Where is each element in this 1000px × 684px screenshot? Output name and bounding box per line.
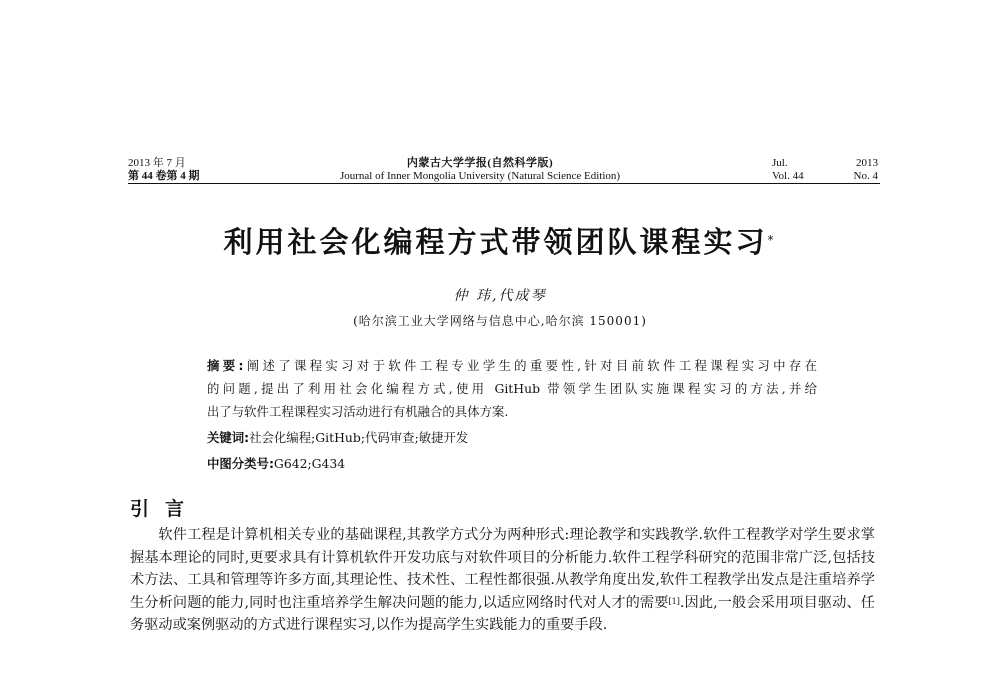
header-date: 2013 年 7 月 — [128, 157, 186, 169]
body-text — [130, 524, 875, 637]
journal-name-cn: 内蒙古大学学报(自然科学版) — [406, 157, 554, 169]
abstract-text-3: 出了与软件工程课程实习活动进行有机融合的具体方案. — [207, 404, 509, 419]
authors: 仲 玮,代成琴 — [453, 288, 547, 304]
header-number-en: No. 4 — [853, 170, 878, 182]
section-heading: 引言 — [130, 498, 201, 520]
header-journal — [300, 157, 660, 183]
header-volume-cn: 第 44 卷第 4 期 — [128, 170, 200, 182]
abstract-line — [207, 354, 817, 377]
keywords — [207, 428, 817, 448]
header-volume-info — [772, 157, 878, 183]
paper-title — [100, 222, 900, 262]
classification-label: 中图分类号: — [207, 456, 274, 471]
header-divider — [128, 183, 880, 184]
affiliation: (哈尔滨工业大学网络与信息中心,哈尔滨 150001) — [353, 314, 647, 328]
header-month-en: Jul. — [772, 157, 788, 169]
body-text-after-citation: .因此,一般会采用项目驱动、任务驱动或案例驱动的方式进行课程实习,以作为提高学生实践能力的重要手段. — [130, 594, 875, 633]
classification-text: G642;G434 — [273, 456, 346, 471]
keywords-label: 关键词: — [207, 430, 250, 445]
abstract-line — [207, 400, 817, 423]
journal-name-en: Journal of Inner Mongolia University (Natural Science Edition) — [339, 170, 621, 182]
header-volume-en: Vol. 44 — [772, 170, 804, 182]
citation-ref: [1] — [668, 596, 680, 606]
abstract — [207, 354, 817, 423]
abstract-text-2: 的问题,提出了利用社会化编程方式,使用 GitHub 带领学生团队实施课程实习的方法,并给 — [207, 381, 817, 396]
keywords-text: 社会化编程;GitHub;代码审查;敏捷开发 — [249, 430, 469, 445]
paper-title-text: 利用社会化编程方式带领团队课程实习 — [223, 225, 768, 259]
body-text-before-citation: 软件工程是计算机相关专业的基础课程,其教学方式分为两种形式:理论教学和实践教学.软件工程教学对学生要求掌握基本理论的同时,更要求具有计算机软件开发功底与对软件项目的分析能力.软件工程学科研究的范围非常广泛,包括技术方法、工具和管理等许多方面,其理论性、技术性、工程性都很强.从教学角度出发,软件工程教学出发点是注重培养学生分析问题的能力,同时也注重培养学生解决问题的能力,以适应网络时代对人才的需要 — [130, 527, 875, 611]
header-year-en: 2013 — [856, 157, 878, 169]
abstract-label: 摘要: — [207, 358, 244, 373]
abstract-line — [207, 377, 817, 400]
body-paragraph — [130, 524, 875, 637]
header-issue-info — [128, 157, 200, 183]
title-footnote-mark: * — [767, 233, 777, 247]
abstract-text-1: 阐述了课程实习对于软件工程专业学生的重要性,针对目前软件工程课程实习中存在 — [243, 358, 817, 373]
classification — [207, 454, 817, 474]
